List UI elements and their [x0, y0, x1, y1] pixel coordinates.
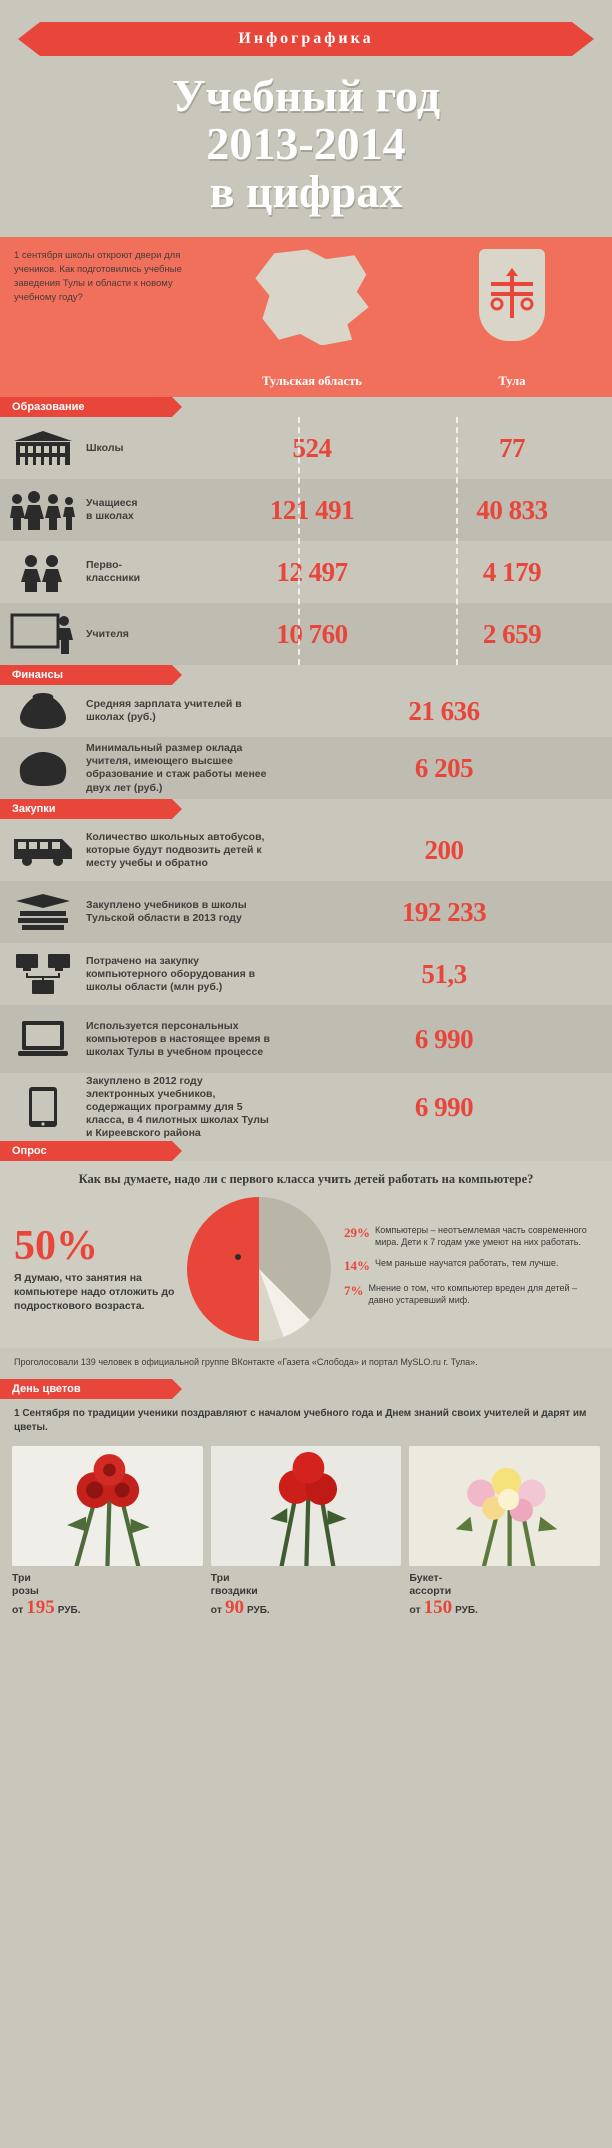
table-row [0, 737, 612, 799]
flower-name: Букет- ассорти [409, 1571, 452, 1597]
flowers-intro: 1 Сентября по традиции ученики поздравляют с началом учебного года и Днем знаний своих учителей и дарят им цветы. [14, 1407, 587, 1434]
section-flowers-bar-row [0, 1379, 612, 1399]
row-label: Школы [86, 441, 124, 454]
flower-caption [409, 1572, 600, 1620]
purse-icon [0, 737, 86, 799]
flower-name: Три гвоздики [210, 1571, 258, 1597]
row-label: Количество школьных автобусов, которые будут подвозить детей к месту учебы и обратно [86, 830, 265, 870]
poll-pie-chart [184, 1194, 334, 1344]
row-value: 6 990 [414, 1023, 474, 1054]
poll-note: Проголосовали 139 человек в официальной группе ВКонтакте «Газета «Слобода» и портал MySLO.ru г. Тула». [14, 1357, 478, 1368]
row-label: Закуплено в 2012 году электронных учебников, содержащих программу для 5 класса, в 4 пилотных школах Тулы и Киреевского района [86, 1074, 269, 1140]
bouquet-photo [409, 1446, 600, 1566]
flower-from: от [409, 1604, 421, 1617]
table-row [0, 603, 612, 665]
flower-card [409, 1446, 600, 1620]
poll-legend-item [344, 1257, 598, 1275]
computer-network-icon [0, 943, 86, 1005]
flower-card [12, 1446, 203, 1620]
row-value-region: 121 491 [269, 494, 355, 525]
poll-legend-percent: 29% [344, 1225, 370, 1241]
carnations-photo [211, 1446, 402, 1566]
flower-currency: РУБ. [455, 1605, 478, 1617]
row-label: Перво- классники [86, 559, 141, 585]
flower-name: Три розы [12, 1571, 39, 1597]
section-poll-bar-row [0, 1141, 612, 1161]
intro-text: 1 сентября школы откроют двери для учеников. Как подготовились учебные заведения Тулы и области к новому учебному году? [14, 250, 182, 303]
tablet-icon [0, 1073, 86, 1141]
row-value: 200 [424, 834, 464, 865]
row-value-region: 12 497 [276, 556, 348, 587]
section-purchases-label: Закупки [12, 803, 56, 816]
table-row [0, 1073, 612, 1141]
teacher-board-icon [0, 603, 86, 665]
header-badge-wrap [0, 0, 612, 56]
flower-currency: РУБ. [57, 1605, 81, 1617]
pupils-icon [0, 479, 86, 541]
row-value-region: 524 [292, 432, 332, 463]
row-label: Средняя зарплата учителей в школах (руб.) [86, 698, 242, 724]
first-graders-icon [0, 541, 86, 603]
section-finance-bar-row [0, 665, 612, 685]
row-value: 6 205 [414, 752, 474, 783]
poll-legend-percent: 14% [344, 1257, 370, 1273]
table-row [0, 881, 612, 943]
section-finance-bar [0, 665, 172, 685]
flowers-list [0, 1446, 612, 1634]
school-bus-icon [0, 819, 86, 881]
table-row [0, 541, 612, 603]
books-icon [0, 881, 86, 943]
row-value-city: 4 179 [482, 556, 542, 587]
education-rows [0, 417, 612, 665]
flower-card [211, 1446, 402, 1620]
section-education-label: Образование [12, 401, 85, 414]
page-title-line-2: 2013-2014 [206, 117, 406, 169]
poll-body [14, 1194, 598, 1344]
intro-band [0, 237, 612, 397]
header-badge [18, 22, 594, 56]
section-education-bar-row [0, 397, 612, 417]
tula-region-map-icon [253, 249, 371, 345]
flower-caption [211, 1572, 402, 1620]
row-label: Используется персональных компьютеров в настоящее время в школах Тулы в учебном процессе [86, 1019, 270, 1059]
section-flowers-bar [0, 1379, 172, 1399]
flower-from: от [12, 1604, 24, 1617]
poll-legend-percent: 7% [344, 1283, 364, 1299]
row-value-city: 77 [499, 432, 525, 463]
money-bag-icon [0, 685, 86, 737]
flower-currency: РУБ. [246, 1605, 270, 1617]
poll-legend-text: Компьютеры – неотъемлемая часть современного мира. Дети к 7 годам уже умеют на них работать. [375, 1225, 587, 1248]
page-title-line-3: в цифрах [209, 165, 403, 217]
roses-photo [12, 1446, 203, 1566]
section-poll-bar [0, 1141, 172, 1161]
table-row [0, 1005, 612, 1073]
row-value-region: 10 760 [276, 618, 348, 649]
finance-rows [0, 685, 612, 799]
poll-legend-item [344, 1224, 598, 1248]
table-row [0, 479, 612, 541]
flower-price: 90 [224, 1597, 244, 1619]
section-finance-label: Финансы [12, 669, 64, 682]
row-value: 21 636 [408, 695, 480, 726]
section-purchases-bar [0, 799, 172, 819]
section-purchases-bar-row [0, 799, 612, 819]
poll-main-percent: 50% [14, 1223, 98, 1270]
table-row [0, 819, 612, 881]
flower-price: 195 [26, 1597, 55, 1619]
intro-col-city-label: Тула [498, 374, 526, 389]
flower-from: от [210, 1604, 222, 1617]
poll-legend [334, 1224, 598, 1314]
table-row [0, 943, 612, 1005]
table-row [0, 417, 612, 479]
table-row [0, 685, 612, 737]
poll-main-text: Я думаю, что занятия на компьютере надо отложить до подросткового возраста. [14, 1272, 175, 1313]
row-value: 51,3 [421, 958, 467, 989]
section-poll-label: Опрос [12, 1145, 47, 1158]
row-value: 192 233 [401, 896, 487, 927]
column-divider-2 [456, 417, 458, 665]
poll-legend-text: Чем раньше научатся работать, тем лучше. [375, 1257, 559, 1268]
flower-price: 150 [423, 1597, 453, 1619]
poll-question: Как вы думаете, надо ли с первого класса учить детей работать на компьютере? [78, 1172, 534, 1187]
column-divider-1 [298, 417, 300, 665]
laptop-icon [0, 1005, 86, 1073]
intro-col-region [212, 237, 412, 397]
intro-col-region-label: Тульская область [262, 374, 362, 389]
section-flowers-label: День цветов [12, 1382, 81, 1395]
row-label: Закуплено учебников в школы Тульской области в 2013 году [86, 899, 247, 925]
intro-col-city [412, 237, 612, 397]
poll-legend-item [344, 1282, 598, 1306]
row-value-city: 40 833 [476, 494, 548, 525]
poll-legend-text: Мнение о том, что компьютер вреден для детей – давно устаревший миф. [368, 1283, 578, 1306]
row-value: 6 990 [414, 1091, 474, 1122]
row-label: Минимальный размер оклада учителя, имеющего высшее образование и стаж работы менее двух лет (руб.) [86, 742, 267, 794]
section-education-bar [0, 397, 172, 417]
tula-coat-of-arms-icon [479, 249, 545, 341]
purchase-rows [0, 819, 612, 1141]
school-building-icon [0, 417, 86, 479]
page-title [0, 56, 612, 237]
poll-block [0, 1161, 612, 1348]
row-label: Потрачено на закупку компьютерного оборудования в школы области (млн руб.) [86, 954, 256, 994]
page-title-line-1: Учебный год [171, 70, 441, 121]
row-label: Учащиеся в школах [86, 497, 138, 523]
row-value-city: 2 659 [482, 618, 542, 649]
flower-caption [12, 1572, 203, 1620]
row-label: Учителя [86, 627, 129, 640]
poll-main-answer [14, 1225, 184, 1314]
header-badge-label: Инфографика [238, 30, 374, 47]
